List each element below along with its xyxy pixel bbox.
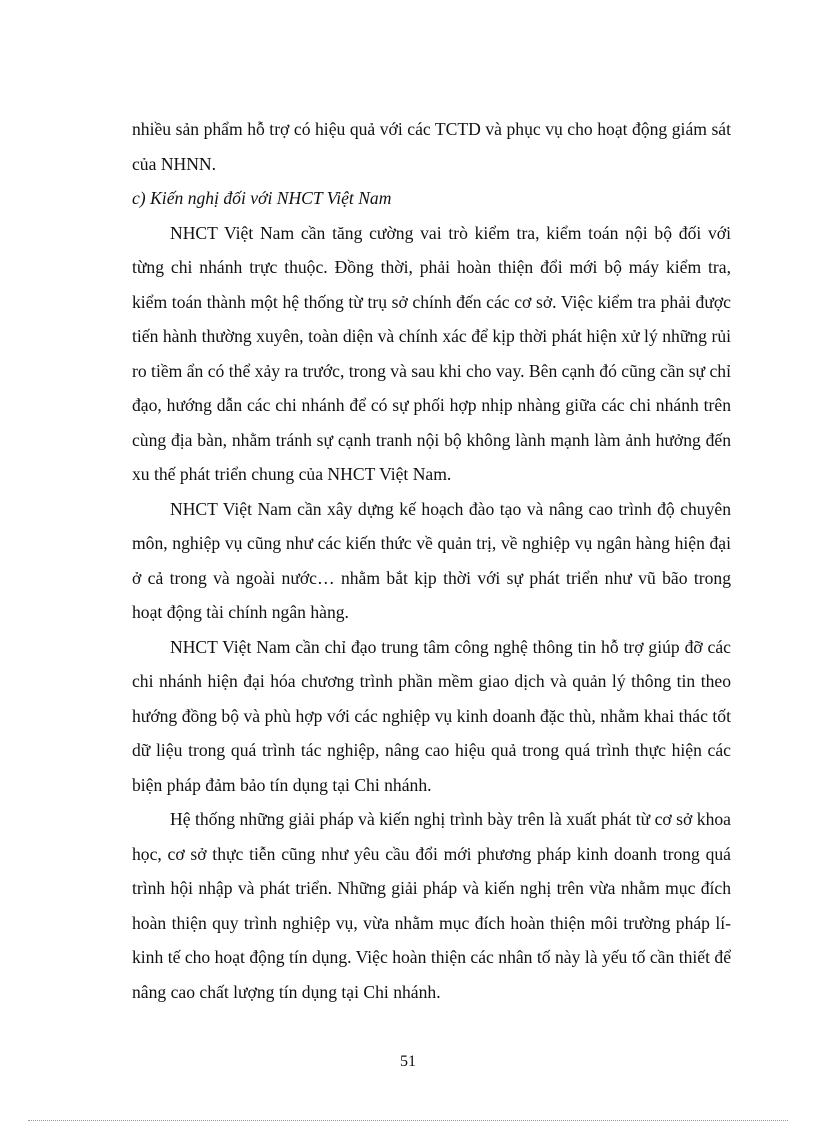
body-text: [132, 112, 731, 1009]
footer-divider: [28, 1120, 788, 1121]
section-heading: c) Kiến nghị đối với NHCT Việt Nam: [132, 188, 392, 208]
paragraph: NHCT Việt Nam cần chỉ đạo trung tâm công nghệ thông tin hỗ trợ giúp đỡ các chi nhánh hiện đại hóa chương trình phần mềm giao dịch và quản lý thông tin theo hướng đồng bộ và phù hợp với các nghiệp vụ kinh doanh đặc thù, nhằm khai thác tốt dữ liệu trong quá trình tác nghiệp, nâng cao hiệu quả trong quá trình thực hiện các biện pháp đảm bảo tín dụng tại Chi nhánh.: [132, 636, 731, 795]
page-number: 51: [400, 1053, 416, 1070]
paragraph: NHCT Việt Nam cần xây dựng kế hoạch đào tạo và nâng cao trình độ chuyên môn, nghiệp vụ cũng như các kiến thức về quản trị, về nghiệp vụ ngân hàng hiện đại ở cả trong và ngoài nước… nhằm bắt kịp thời với sự phát triển như vũ bão trong hoạt động tài chính ngân hàng.: [132, 498, 731, 622]
paragraph: Hệ thống những giải pháp và kiến nghị trình bày trên là xuất phát từ cơ sở khoa học, cơ sở thực tiễn cũng như yêu cầu đổi mới phương pháp kinh doanh trong quá trình hội nhập và phát triển. Những giải pháp và kiến nghị trên vừa nhằm mục đích hoàn thiện quy trình nghiệp vụ, vừa nhằm mục đích hoàn thiện môi trường pháp lí- kinh tế cho hoạt động tín dụng. Việc hoàn thiện các nhân tố này là yếu tố cần thiết để nâng cao chất lượng tín dụng tại Chi nhánh.: [132, 809, 731, 1002]
paragraph-continuation: nhiều sản phẩm hỗ trợ có hiệu quả với các TCTD và phục vụ cho hoạt động giám sát của NHNN.: [132, 119, 731, 174]
paragraph: NHCT Việt Nam cần tăng cường vai trò kiểm tra, kiểm toán nội bộ đối với từng chi nhánh trực thuộc. Đồng thời, phải hoàn thiện đổi mới bộ máy kiểm tra, kiểm toán thành một hệ thống từ trụ sở chính đến các cơ sở. Việc kiểm tra phải được tiến hành thường xuyên, toàn diện và chính xác để kịp thời phát hiện xử lý những rủi ro tiềm ẩn có thể xảy ra trước, trong và sau khi cho vay. Bên cạnh đó cũng cần sự chỉ đạo, hướng dẫn các chi nhánh để có sự phối hợp nhịp nhàng giữa các chi nhánh trên cùng địa bàn, nhằm tránh sự cạnh tranh nội bộ không lành mạnh làm ảnh hưởng đến xu thế phát triển chung của NHCT Việt Nam.: [132, 222, 731, 484]
